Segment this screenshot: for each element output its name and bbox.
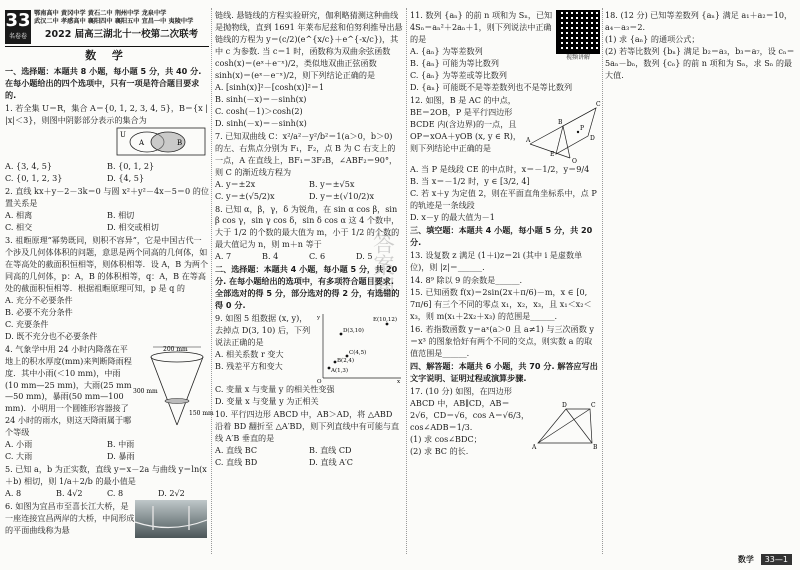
point-a	[328, 367, 331, 370]
option: C. {0, 1, 2, 3}	[5, 173, 63, 184]
point-p	[577, 131, 579, 133]
q5-options	[5, 488, 209, 500]
section-heading: 一、选择题：本题共 8 小题，每小题 5 分，共 40 分. 在每小题给出的四个选项中，只有一项是符合题目要求的.	[5, 66, 202, 101]
option: B. 当 x＝－1/2 时，y ∈ [3/2, 4]	[410, 175, 530, 186]
footer-page-number: 33—1	[761, 554, 792, 565]
question-6-block	[5, 500, 209, 538]
label-e: E	[550, 150, 555, 158]
label-o: O	[572, 157, 577, 165]
option: B. 残差平方和变大	[215, 361, 283, 372]
point-e	[386, 323, 389, 326]
exam-header	[5, 10, 209, 47]
cone-figure	[133, 343, 214, 431]
question-17-text	[410, 385, 532, 458]
label-a: A(1,3)	[331, 368, 349, 375]
qr-caption: 视频讲解	[565, 54, 590, 61]
option: B. 必要不充分条件	[5, 306, 73, 317]
question-11-block	[410, 10, 600, 82]
option: D. {4, 5}	[107, 173, 145, 184]
watermark: 答案圈	[369, 232, 395, 298]
label-b: B	[593, 444, 598, 452]
option: B. 中雨	[107, 439, 135, 450]
option: A. 7	[215, 251, 232, 262]
question-17-part-2: (2) 求 BC 的长.	[410, 446, 469, 457]
paper-number: 33	[5, 10, 31, 31]
paper-number-badge	[5, 10, 31, 44]
school-line-2: 武汉二中 孝感高中 襄阳四中 襄阳五中 宜昌一中 夷陵中学	[34, 18, 194, 26]
label-b: B(2,4)	[337, 358, 355, 365]
bridge-cable	[135, 520, 207, 528]
question-2: 2. 直线 kx＋y－2－3k＝0 与圆 x²＋y²－4x－5＝0 的位置关系是	[5, 186, 209, 208]
question-4: 4. 气象学中用 24 小时内降落在平地上的积水厚度(mm)来判断降雨程度．其中小雨(＜10 mm)，中雨(10 mm—25 mm)，大雨(25 mm—50 mm)，暴雨(50 mm—100 mm)．小明用一个圆锥形容器接了 24 小时的雨水，则这天降雨属于哪个等级	[5, 343, 132, 438]
point-c	[346, 355, 349, 358]
question-7: 7. 已知双曲线 C：x²/a²－y²/b²＝1(a＞0，b＞0) 的左、右焦点分别为 F₁，F₂，点 B 为 C 右支上的一点，A 在直线上，BF₁＝3F₂B，∠ABF₂＝90°，则 C 的渐近线方程为	[215, 130, 398, 177]
option: C. cosh(－1)＞cosh(2)	[215, 105, 303, 116]
option: A. [sinh(x)]²－[cosh(x)]²＝1	[215, 81, 325, 92]
question-14: 14. 8⁹ 除以 9 的余数是______.	[410, 274, 523, 285]
q4-options	[5, 439, 209, 463]
scatter-figure	[315, 312, 403, 384]
option: D. 2√2	[158, 488, 185, 499]
segment-bd	[566, 409, 592, 443]
option: D. 直线 A′C	[309, 457, 353, 468]
cone-top-label: 200 mm	[163, 345, 188, 353]
option: D. 暴雨	[107, 451, 135, 462]
school-list	[31, 10, 209, 44]
q7-options	[215, 179, 403, 203]
question-4-block	[5, 343, 214, 440]
option: C. 6	[309, 251, 326, 262]
option: A. 小雨	[5, 439, 33, 450]
question-11: 11. 数列 {aₙ} 的前 n 项和为 Sₙ，已知 4Sₙ＝aₙ²＋2aₙ＋1，则下列说法中正确的是	[410, 10, 553, 44]
exam-title: 2022 届高三湖北十一校第二次联考	[44, 28, 199, 40]
option: A. 当 P 是线段 CE 的中点时，x＝－1/2，y＝9/4	[410, 163, 590, 174]
option: D. 5	[356, 251, 373, 262]
option: C. {aₙ} 为等差或等比数列	[410, 69, 507, 80]
venn-label-u: U	[120, 131, 126, 140]
question-16: 16. 若指数函数 y＝aˣ(a＞0 且 a≠1) 与三次函数 y＝x³ 的图象恰好有两个不同的交点，则实数 a 的取值范围是______.	[410, 324, 594, 359]
option: A. 8	[5, 488, 22, 499]
option: A. y＝±2x	[215, 178, 256, 189]
parallelogram-bcde	[556, 108, 596, 154]
question-3: 3. 祖暅原理“幂势既同，则积不容异”，它是中国古代一个涉及几何体体积的问题，意思是两个同高的几何体，如在等高处的截面积恒相等，则体积相等．设 A，B 为两个同高的几何体，p：A，B 的体积相等，q：A，B 在等高处的截面积恒相等．根据祖暅原理可知，p 是 q 的	[5, 234, 209, 293]
question-12-block	[410, 94, 600, 164]
option: B. {aₙ} 可能为等比数列	[410, 57, 499, 68]
option: C. y＝±(√5/2)x	[215, 190, 275, 201]
venn-label-b: B	[177, 139, 183, 148]
qr-code-icon[interactable]	[556, 10, 600, 54]
column-4	[605, 10, 795, 82]
question-17-part-1: (1) 求 cos∠BDC；	[410, 434, 482, 445]
option: C. 充要条件	[5, 318, 49, 329]
school-line-1: 鄂南高中 黄冈中学 黄石二中 荆州中学 龙泉中学	[34, 10, 167, 17]
question-17: 17. (10 分) 如图，在四边形 ABCD 中，AB∥CD，AB＝2√6，CD＝√6，cos A＝√6/3，cos∠ADB＝1/3.	[410, 386, 530, 433]
option: B. 4	[262, 251, 279, 262]
question-10: 10. 平行四边形 ABCD 中，AB＞AD，将 △ABD 沿着 BD 翻折至 △A′BD，则下列直线中有可能与直线 A′B 垂直的是	[215, 409, 400, 444]
label-a: A	[532, 444, 537, 452]
option: D. 变量 x 与变量 y 为正相关	[215, 396, 319, 407]
column-divider	[406, 8, 407, 554]
question-18-part-2: (2) 若等比数列 {bₙ} 满足 b₂＝a₃，b₃＝a₇，设 cₙ＝5aₙ－bₙ，数列 {cₙ} 的前 n 项和为 Sₙ，求 Sₙ 的最大值.	[605, 45, 795, 80]
question-5: 5. 已知 a，b 为正实数，直线 y＝x－2a 与曲线 y＝ln(x＋b) 相切，则 1/a＋2/b 的最小值是	[5, 464, 207, 487]
option: D. {aₙ} 可能既不是等差数列也不是等比数列	[410, 81, 573, 92]
q10-options	[215, 445, 403, 469]
column-divider	[211, 8, 212, 554]
option: C. 直线 BD	[215, 457, 258, 468]
section-heading: 四、解答题：本题共 6 小题，共 70 分. 解答应写出文字说明、证明过程或演算步骤.	[410, 361, 598, 384]
label-x: x	[397, 379, 401, 386]
question-9-text	[215, 312, 315, 384]
label-a: A	[526, 136, 531, 144]
option: D. 既不充分也不必要条件	[5, 330, 98, 341]
label-b: B	[558, 118, 563, 126]
option: A. 相离	[5, 209, 33, 220]
quadrilateral-figure	[532, 385, 600, 451]
question-17-block	[410, 385, 600, 458]
option: C. 变量 x 与变量 y 的相关性变强	[215, 384, 335, 395]
label-c: C	[591, 402, 596, 410]
option: A. {3, 4, 5}	[5, 161, 53, 172]
option: D. 相交或相切	[107, 221, 159, 232]
cone-water-label: 150 mm	[189, 409, 214, 417]
question-9-block	[215, 312, 403, 384]
option: D. sinh(－x)＝－sinh(x)	[215, 117, 307, 128]
question-18-part-1: (1) 求 {aₙ} 的通项公式；	[605, 33, 700, 44]
question-6-continued: 链线. 悬链线的方程实验研究，伽利略猜测这种曲线是抛物线，直到 1691 年莱布尼兹和伯努利推导出悬链线的方程为 y＝(c/2)(e^{x/c}＋e^{-x/c})，其中 c 为参数. 当 c＝1 时，函数称为双曲余弦函数 cosh(x)＝(eˣ＋e⁻ˣ)/2，类似地双曲正弦函数 sinh(x)＝(eˣ－e⁻ˣ)/2，则下列结论正确的是	[215, 10, 403, 80]
q2-options	[5, 210, 209, 234]
page-footer	[738, 554, 792, 566]
label-d: D(3,10)	[343, 328, 364, 335]
cone-water	[165, 398, 189, 403]
paper-series: 名卷卷	[8, 33, 27, 40]
cone-height-label: 300 mm	[133, 387, 158, 395]
label-c: C	[596, 100, 601, 108]
qr-block	[553, 10, 600, 82]
question-13: 13. 设复数 z 满足 (1＋i)z＝2i (其中 i 是虚数单位)，则 |z|＝______.	[410, 249, 583, 272]
option: C. 若 x＋y 为定值 2，则在平面直角坐标系中，点 P 的轨迹是一条线段	[410, 187, 597, 210]
option: A. 相关系数 r 变大	[215, 349, 284, 360]
parallelogram-figure	[526, 94, 600, 164]
option: B. 直线 CD	[309, 445, 352, 456]
option: C. 8	[107, 488, 124, 499]
segment-ac	[538, 409, 590, 443]
column-1	[5, 10, 214, 538]
label-e: E(10,12)	[373, 317, 398, 324]
label-p: P	[580, 124, 585, 132]
option: A. 充分不必要条件	[5, 294, 73, 305]
column-3	[410, 10, 600, 458]
question-18: 18. (12 分) 已知等差数列 {aₙ} 满足 a₁＋a₂＝10，a₄－a₃＝2.	[605, 10, 793, 32]
label-y: y	[317, 315, 321, 322]
point-b	[334, 361, 337, 364]
point-d	[340, 333, 343, 336]
column-divider	[602, 8, 603, 554]
option: D. y＝±(√10/2)x	[309, 190, 375, 201]
option: B. {0, 1, 2}	[107, 161, 155, 172]
question-11-text	[410, 10, 553, 82]
option: A. {aₙ} 为等差数列	[410, 45, 483, 56]
section-heading: 二、选择题：本题共 4 小题，每小题 5 分，共 20 分. 在每小题给出的选项中，有多项符合题目要求. 全部选对的得 5 分，部分选对的得 2 分，有选错的得 0 分.	[215, 264, 400, 311]
label-d: D	[590, 134, 595, 142]
bridge-cable-drawing	[135, 500, 207, 538]
q1-options	[5, 161, 209, 185]
question-8: 8. 已知 α，β，γ，δ 为锐角，在 sin α cos β，sin β cos γ，sin γ cos δ，sin δ cos α 这 4 个数中，大于 1/2 的个数的最大值为 m，小于 1/2 的个数的最大值记为 n，则 m＋n 等于	[215, 203, 400, 250]
option: D. x－y 的最大值为－1	[410, 211, 495, 222]
venn-label-a: A	[139, 139, 145, 148]
question-9: 9. 如图 5 组数据 (x, y)，去掉点 D(3, 10) 后，下列说法正确的是	[215, 313, 311, 348]
question-6: 6. 如图为宜昌市至喜长江大桥，是一座连接宜昌两岸的大桥，中间形成的平面曲线称为悬	[5, 501, 135, 536]
venn-diagram	[5, 127, 209, 157]
segment-ob	[563, 126, 570, 158]
option: B. y＝±√5x	[309, 178, 355, 189]
label-origin: O	[317, 379, 322, 386]
cone-rim	[151, 352, 203, 362]
option: A. 直线 BC	[215, 445, 258, 456]
option: B. sinh(－x)＝－sinh(x)	[215, 93, 307, 104]
section-heading: 三、填空题：本题共 4 小题，每小题 5 分，共 20 分.	[410, 224, 593, 247]
bridge-photo	[135, 500, 207, 538]
footer-subject: 数学	[737, 555, 754, 565]
subject-title: 数 学	[85, 49, 129, 62]
question-1: 1. 若全集 U＝R，集合 A＝{0, 1, 2, 3, 4, 5}，B＝{x | |x|＜3}，则图中阴影部分表示的集合为	[5, 103, 209, 126]
option: B. 4√2	[56, 488, 83, 499]
option: C. 大雨	[5, 451, 33, 462]
label-c: C(4,5)	[349, 350, 367, 357]
question-12: 12. 如图，B 是 AC 的中点，BE＝2OB，P 是平行四边形 BCDE 内(含边界)的一点，且 OP＝xOA＋yOB (x, y ∈ R)，则下列结论中正确的是	[410, 94, 521, 153]
question-15: 15. 已知函数 f(x)＝2sin(2x＋π/6)－m，x ∈ [0, 7π/6] 有三个不同的零点 x₁，x₂，x₃，且 x₁＜x₂＜x₃，则 m(x₁＋2x₂＋x₃) 的范围是______.	[410, 287, 592, 322]
option: C. 相交	[5, 221, 33, 232]
label-d: D	[562, 402, 567, 410]
option: B. 相切	[107, 209, 135, 220]
